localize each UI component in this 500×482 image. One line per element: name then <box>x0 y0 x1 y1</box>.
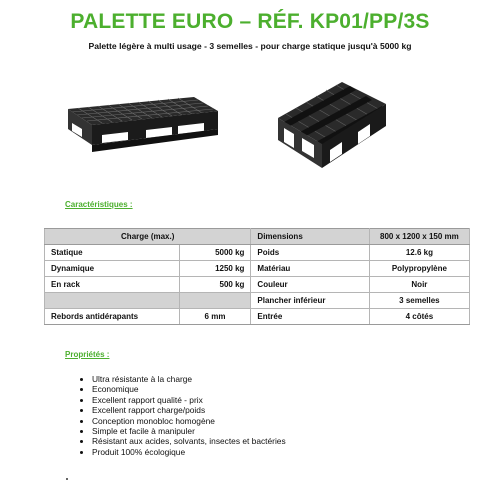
row-label: Rebords antidérapants <box>45 309 180 325</box>
table-header-row <box>45 229 470 245</box>
row-key: Poids <box>251 245 369 261</box>
row-key: Couleur <box>251 277 369 293</box>
row-key-value: 3 semelles <box>369 293 469 309</box>
row-value: 5000 kg <box>179 245 251 261</box>
row-key-value: 4 côtés <box>369 309 469 325</box>
table-row <box>45 245 470 261</box>
page-subtitle: Palette légère à multi usage - 3 semelles - pour charge statique jusqu'à 5000 kg <box>88 41 412 51</box>
pallet-top-view-image <box>58 95 220 165</box>
list-item: • Excellent rapport charge/poids <box>92 405 286 415</box>
row-key-value: Polypropylène <box>369 261 469 277</box>
row-key-value: Noir <box>369 277 469 293</box>
row-label: Statique <box>45 245 180 261</box>
row-key: Plancher inférieur <box>251 293 369 309</box>
row-value <box>179 293 251 309</box>
row-key: Matériau <box>251 261 369 277</box>
table-header-dimensions-label: Dimensions <box>251 229 369 245</box>
table-header-load: Charge (max.) <box>45 229 251 245</box>
pallet-bottom-view-image <box>270 78 390 174</box>
properties-list <box>80 374 286 457</box>
table-row <box>45 261 470 277</box>
specifications-table <box>44 228 470 325</box>
table-row <box>45 293 470 309</box>
list-item: • Résistant aux acides, solvants, insectes et bactéries <box>92 436 286 446</box>
properties-heading: Propriétés : <box>65 350 110 359</box>
table-row <box>45 309 470 325</box>
row-label: Dynamique <box>45 261 180 277</box>
table-header-dimensions-value: 800 x 1200 x 150 mm <box>369 229 469 245</box>
row-label: En rack <box>45 277 180 293</box>
row-value: 500 kg <box>179 277 251 293</box>
list-item: • Produit 100% écologique <box>92 447 286 457</box>
list-item: • Simple et facile à manipuler <box>92 426 286 436</box>
row-value: 6 mm <box>179 309 251 325</box>
row-value: 1250 kg <box>179 261 251 277</box>
table-row <box>45 277 470 293</box>
characteristics-heading: Caractéristiques : <box>65 200 133 209</box>
list-item: • Excellent rapport qualité - prix <box>92 395 286 405</box>
footer-dot <box>66 478 68 480</box>
list-item: • Ultra résistante à la charge <box>92 374 286 384</box>
row-key-value: 12.6 kg <box>369 245 469 261</box>
list-item: • Economique <box>92 384 286 394</box>
list-item: • Conception monobloc homogène <box>92 416 286 426</box>
row-label <box>45 293 180 309</box>
page-title: PALETTE EURO – RÉF. KP01/PP/3S <box>70 10 430 33</box>
row-key: Entrée <box>251 309 369 325</box>
